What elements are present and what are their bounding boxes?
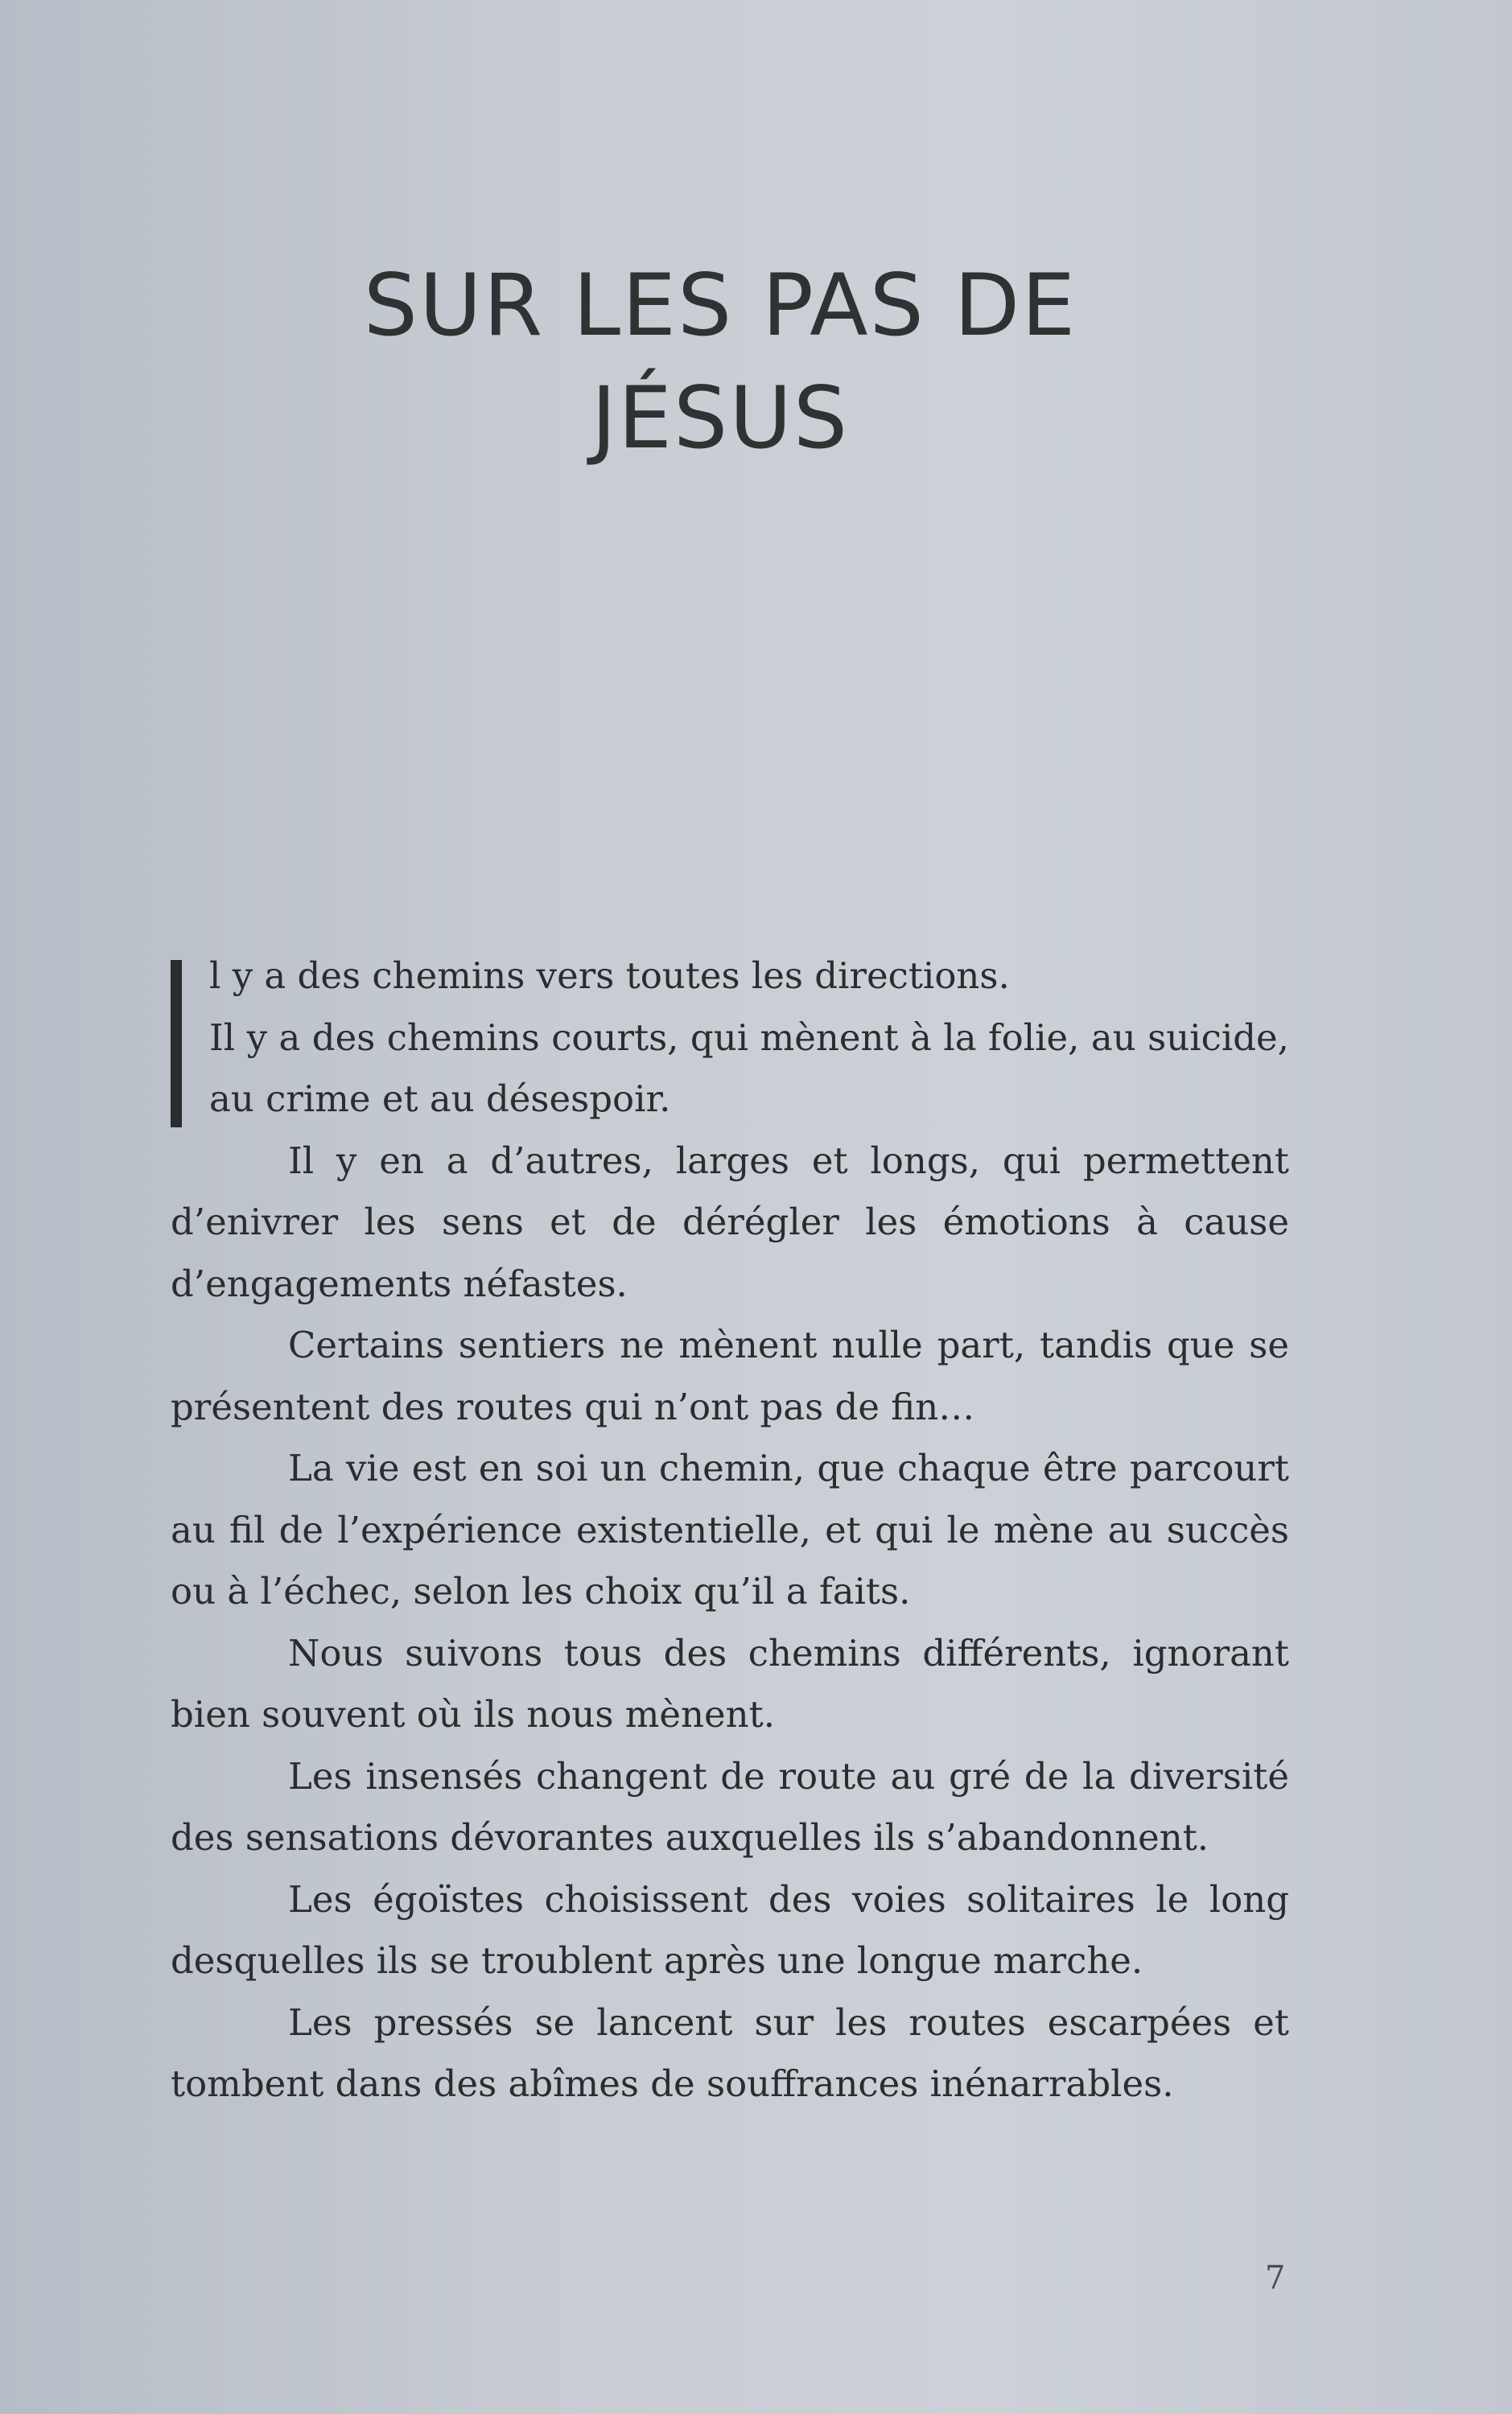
paragraph-6: Nous suivons tous des chemins différents, ignorant bien souvent où ils nous mènent. (171, 1631, 1289, 1736)
paragraph-4: Certains sentiers ne mènent nulle part, tandis que se présentent des routes qui n’ont pas de fin… (171, 1324, 1289, 1428)
opening-block (171, 945, 1289, 1131)
chapter-body (171, 945, 1289, 2115)
paragraph-8: Les égoïstes choisissent des voies solitaires le long desquelles ils se troublent après une longue marche. (171, 1877, 1289, 1982)
drop-cap-letter-i (171, 960, 182, 1127)
page-number: 7 (1265, 2260, 1286, 2297)
chapter-title-line-1: SUR LES PAS DE (363, 256, 1077, 355)
paragraph-1: l y a des chemins vers toutes les directions. (209, 954, 1010, 997)
chapter-title (0, 249, 1440, 475)
paragraph-9: Les pressés se lancent sur les routes escarpées et tombent dans des abîmes de souffrances inénarrables. (171, 2000, 1289, 2105)
chapter-title-line-2: JÉSUS (591, 369, 850, 468)
paragraph-2: Il y a des chemins courts, qui mènent à la folie, au suicide, au crime et au désespoir. (209, 1015, 1289, 1120)
paragraph-7: Les insensés changent de route au gré de la diversité des sensations dévorantes auxquelles ils s’abandonnent. (171, 1754, 1289, 1859)
paragraph-5: La vie est en soi un chemin, que chaque être parcourt au fil de l’expérience existentielle, et qui le mène au succès ou à l’échec, selon les choix qu’il a faits. (171, 1447, 1289, 1613)
paragraph-3: Il y en a d’autres, larges et longs, qui permettent d’enivrer les sens et de dérégler les émotions à cause d’engagements néfastes. (171, 1139, 1289, 1305)
